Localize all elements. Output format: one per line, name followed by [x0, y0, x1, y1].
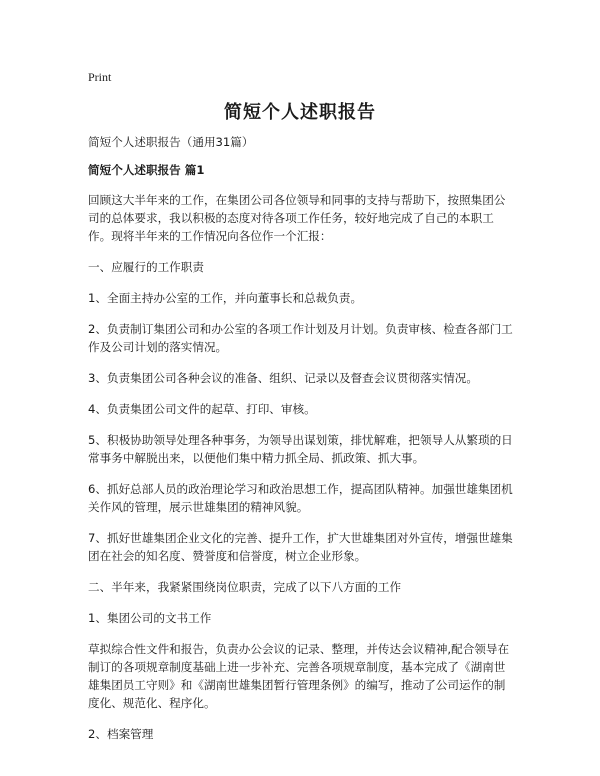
duty-item-2: 2、负责制订集团公司和办公室的各项工作计划及月计划。负责审核、检查各部门工作及公司计划的落实情况。 [88, 322, 513, 354]
work-item-2-heading: 2、档案管理 [88, 727, 154, 741]
duty-item-1: 1、全面主持办公室的工作，并向董事长和总裁负责。 [88, 291, 363, 305]
document-title: 简短个人述职报告 [224, 102, 376, 123]
duty-item-6: 6、抓好总部人员的政治理论学习和政治思想工作，提高团队精神。加强世雄集团机关作风的管理，展示世雄集团的精神风貌。 [88, 482, 513, 514]
print-link[interactable]: Print [88, 70, 112, 84]
duty-item-7: 7、抓好世雄集团企业文化的完善、提升工作，扩大世雄集团对外宣传，增强世雄集团在社会的知名度、赞誉度和信誉度，树立企业形象。 [88, 531, 513, 563]
document-body [88, 133, 516, 756]
duty-item-4: 4、负责集团公司文件的起草、打印、审核。 [88, 402, 316, 416]
work-item-1-body: 草拟综合性文件和报告，负责办公会议的记录、整理，并传达会议精神,配合领导在制订的各项规章制度基础上进一步补充、完善各项规章制度，基本完成了《湖南世雄集团员工守则》和《湖南世雄集团暂行管理条例》的编写，推动了公司运作的制度化、规范化、程序化。 [88, 642, 510, 710]
heading-work-done: 二、半年来，我紧紧围绕岗位职责，完成了以下八方面的工作 [88, 580, 402, 594]
duty-item-3: 3、负责集团公司各种会议的准备、组织、记录以及督查会议贯彻落实情况。 [88, 371, 478, 385]
work-item-1-heading: 1、集团公司的文书工作 [88, 611, 212, 625]
section-heading: 简短个人述职报告 篇1 [88, 163, 205, 177]
heading-duties: 一、应履行的工作职责 [88, 260, 204, 274]
document-subtitle: 简短个人述职报告（通用31篇） [88, 135, 254, 149]
paragraph-intro: 回顾这大半年来的工作，在集团公司各位领导和同事的支持与帮助下，按照集团公司的总体要求，我以积极的态度对待各项工作任务，较好地完成了自己的本职工作。现将半年来的工作情况向各位作一个汇报： [88, 193, 506, 243]
duty-item-5: 5、积极协助领导处理各种事务，为领导出谋划策，排忧解难，把领导人从繁琐的日常事务中解脱出来，以便他们集中精力抓全局、抓政策、抓大事。 [88, 433, 513, 465]
